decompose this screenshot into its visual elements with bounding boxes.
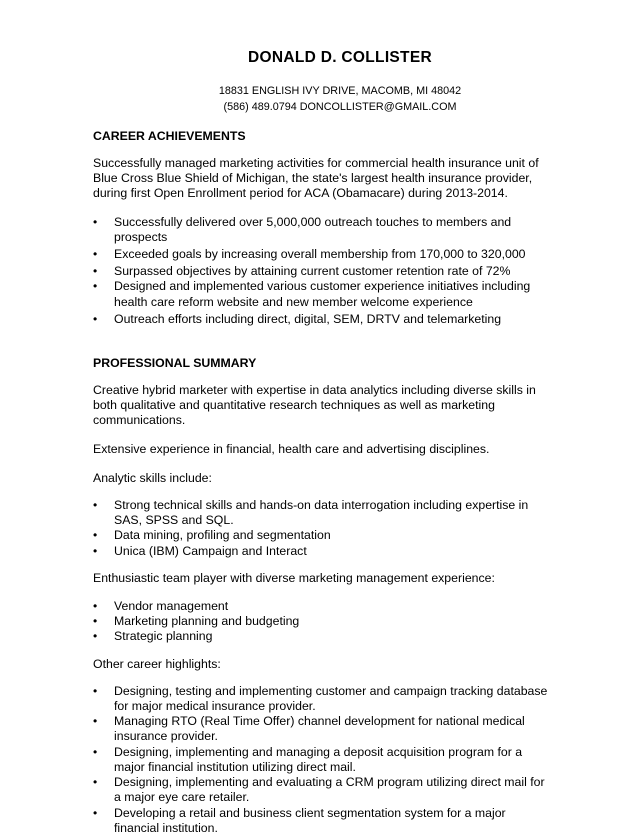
bullet-icon: • bbox=[93, 714, 98, 729]
other-highlights-label: Other career highlights: bbox=[93, 656, 221, 671]
list-item: • Designing, implementing and managing a deposit acquisition program for a major financial institution utilizing direct mail. bbox=[93, 744, 523, 774]
list-item: • Surpassed objectives by attaining current customer retention rate of 72% bbox=[93, 264, 511, 279]
list-item: • Unica (IBM) Campaign and Interact bbox=[93, 543, 307, 558]
address-line: 18831 ENGLISH IVY DRIVE, MACOMB, MI 48042 bbox=[218, 85, 462, 97]
list-item: • Designing, testing and implementing customer and campaign tracking database for major medical insurance provider. bbox=[93, 683, 548, 714]
list-item: • Data mining, profiling and segmentation bbox=[93, 528, 331, 543]
list-item: • Strong technical skills and hands-on data interrogation including expertise in SAS, SPSS and SQL. bbox=[93, 498, 529, 528]
list-item: • Developing a retail and business client segmentation system for a major financial institution. bbox=[93, 805, 506, 835]
career-bullet-list bbox=[93, 215, 553, 327]
analytic-skills-list bbox=[93, 498, 553, 559]
bullet-icon: • bbox=[93, 805, 98, 820]
career-intro-paragraph: Successfully managed marketing activities for commercial health insurance unit of Blue Cross Blue Shield of Michigan, the state's largest health insurance provider, during first Open Enrollment period for ACA (Obamacare) during 2013-2014. bbox=[93, 156, 539, 201]
list-item: • Marketing planning and budgeting bbox=[93, 614, 300, 629]
analytic-skills-label: Analytic skills include: bbox=[93, 470, 212, 485]
bullet-icon: • bbox=[93, 599, 98, 614]
bullet-icon: • bbox=[93, 214, 98, 229]
list-item: • Managing RTO (Real Time Offer) channel development for national medical insurance provider. bbox=[93, 714, 525, 744]
career-achievements-heading: CAREER ACHIEVEMENTS bbox=[93, 129, 246, 143]
bullet-icon: • bbox=[93, 775, 98, 790]
summary-intro-paragraph: Creative hybrid marketer with expertise in data analytics including diverse skills in both qualitative and quantitative research techniques as well as marketing communications. bbox=[93, 383, 536, 428]
bullet-icon: • bbox=[93, 264, 98, 279]
list-item: • Outreach efforts including direct, digital, SEM, DRTV and telemarketing bbox=[93, 311, 502, 326]
bullet-icon: • bbox=[93, 744, 98, 759]
candidate-name: DONALD D. COLLISTER bbox=[248, 49, 432, 66]
professional-summary-heading: PROFESSIONAL SUMMARY bbox=[93, 356, 257, 371]
phone-email-line: (586) 489.0794 DONCOLLISTER@GMAIL.COM bbox=[223, 101, 457, 113]
bullet-icon: • bbox=[93, 543, 98, 558]
bullet-icon: • bbox=[93, 498, 98, 513]
bullet-icon: • bbox=[93, 528, 98, 543]
list-item: • Designed and implemented various customer experience initiatives including health care reform website and new member welcome experience bbox=[93, 279, 531, 309]
list-item: • Vendor management bbox=[93, 599, 229, 614]
bullet-icon: • bbox=[93, 614, 98, 629]
bullet-icon: • bbox=[93, 683, 98, 698]
management-experience-list bbox=[93, 599, 553, 645]
other-highlights-list bbox=[93, 684, 553, 836]
team-player-label: Enthusiastic team player with diverse marketing management experience: bbox=[93, 570, 495, 585]
list-item: • Successfully delivered over 5,000,000 outreach touches to members and prospects bbox=[93, 214, 512, 244]
list-item: • Exceeded goals by increasing overall membership from 170,000 to 320,000 bbox=[93, 247, 526, 262]
bullet-icon: • bbox=[93, 311, 98, 326]
bullet-icon: • bbox=[93, 629, 98, 644]
resume-page bbox=[93, 48, 553, 836]
bullet-icon: • bbox=[93, 247, 98, 262]
list-item: • Strategic planning bbox=[93, 629, 213, 644]
list-item: • Designing, implementing and evaluating a CRM program utilizing direct mail for a major eye care retailer. bbox=[93, 775, 545, 805]
extensive-experience-paragraph: Extensive experience in financial, health care and advertising disciplines. bbox=[93, 441, 490, 456]
bullet-icon: • bbox=[93, 279, 98, 294]
